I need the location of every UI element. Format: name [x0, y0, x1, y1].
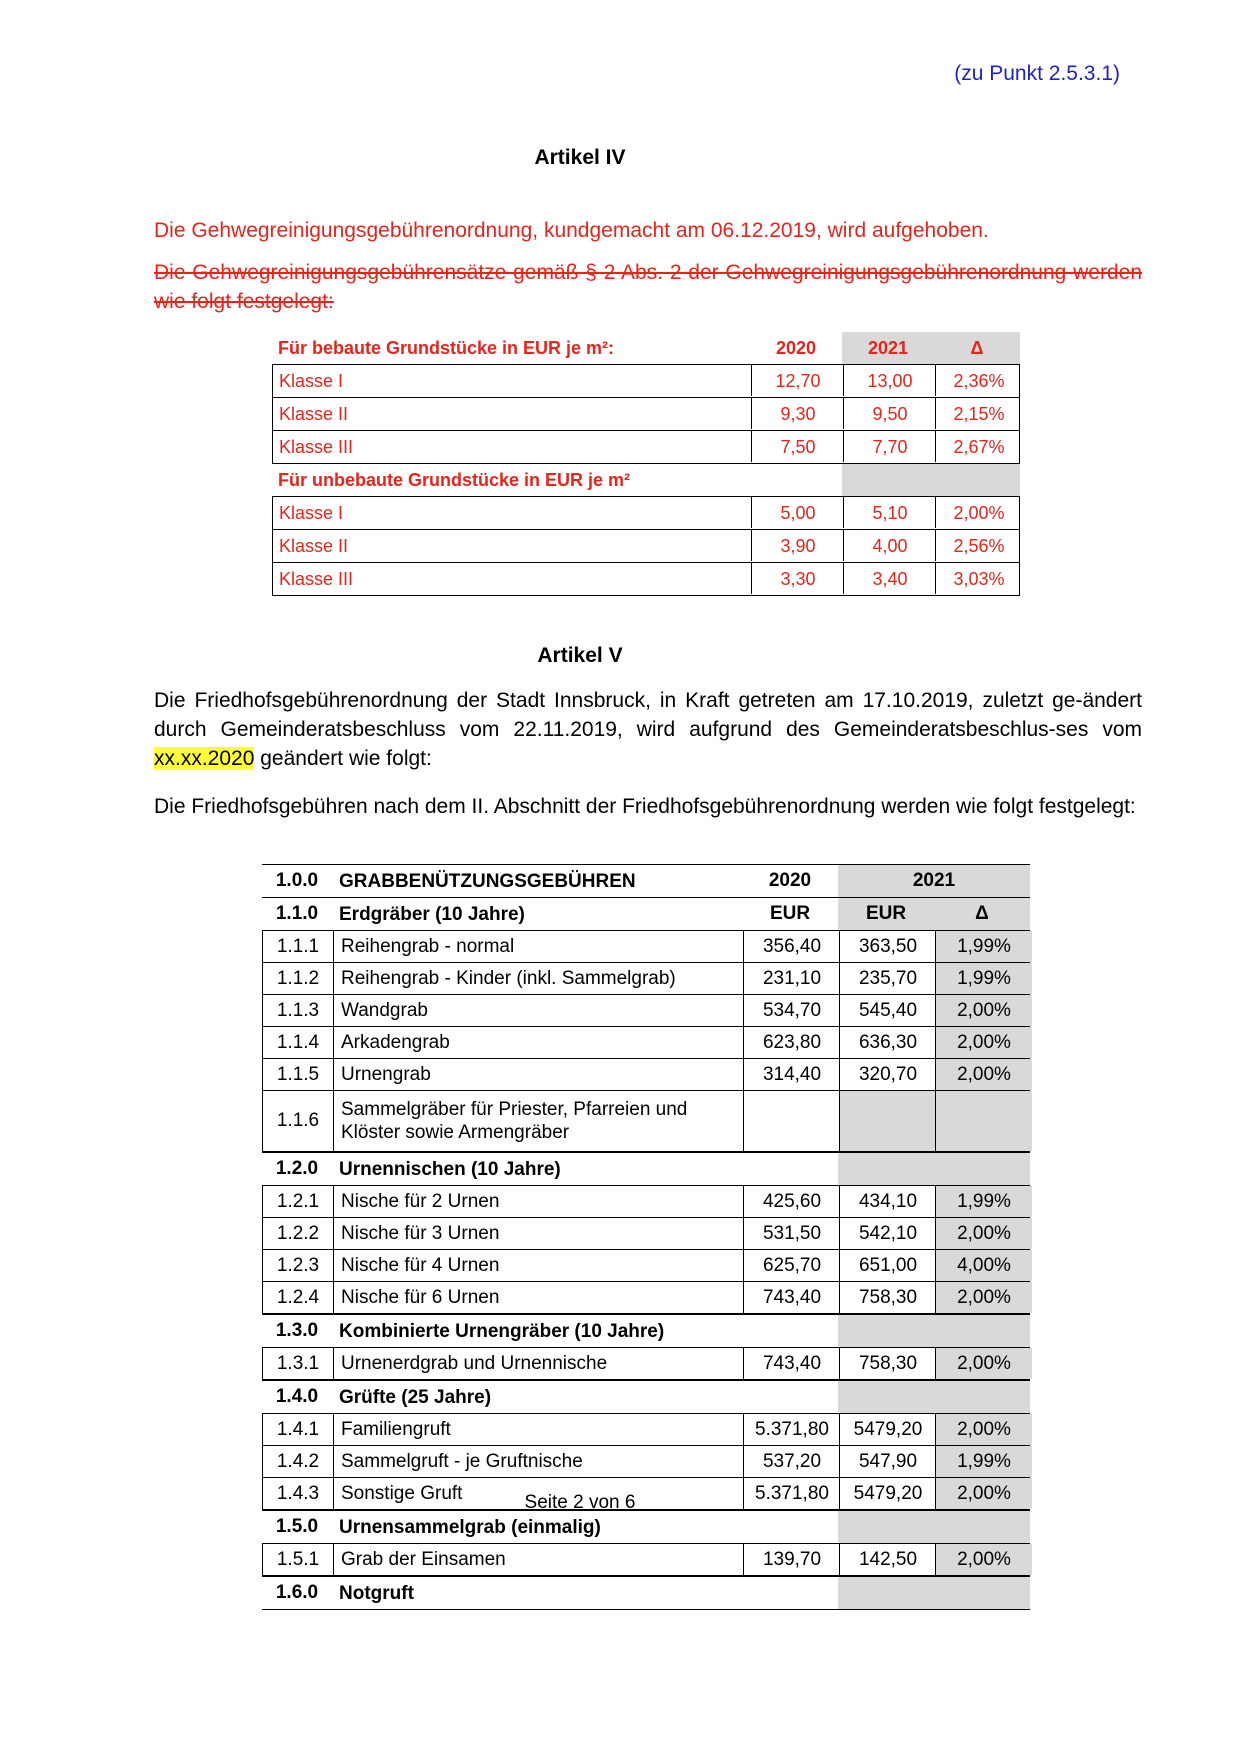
table-row [262, 963, 1030, 995]
value-2020 [743, 1091, 840, 1151]
value-2020: 231,10 [743, 963, 840, 994]
section-title: Erdgräber (10 Jahre) [339, 903, 525, 925]
table-row [262, 930, 1030, 963]
value-delta: 2,00% [935, 1478, 1032, 1509]
header-2021: 2021 [838, 865, 1030, 897]
value-2020: 625,70 [743, 1250, 840, 1281]
table-row [262, 1446, 1030, 1478]
value-2021: 142,50 [839, 1544, 936, 1575]
table-subheader [262, 897, 1030, 930]
value-2020: 531,50 [743, 1218, 840, 1249]
item-name: Sammelgräber für Priester, Pfarreien und Klöster sowie Armengräber [333, 1091, 723, 1151]
article-4-paragraph-2: Die Gehwegreinigungsgebührensätze gemäß § 2 Abs. 2 der Gehwegreinigungsgebührenordnung werden wie folgt festgelegt: [154, 261, 1142, 313]
article-4-title: Artikel IV [534, 146, 626, 169]
shade-cell [934, 1381, 1030, 1413]
value-2021: 13,00 [843, 365, 936, 396]
item-number: 1.1.1 [276, 935, 320, 957]
value-delta: 1,99% [935, 963, 1032, 994]
value-2020: 139,70 [743, 1544, 840, 1575]
table-header [262, 864, 1030, 897]
item-name: Familiengruft [333, 1414, 723, 1445]
section-header [262, 1576, 1030, 1610]
item-number: 1.4.3 [276, 1482, 320, 1504]
section-number: 1.3.0 [275, 1320, 319, 1341]
value-delta: 2,15% [935, 398, 1022, 429]
value-2021: 5479,20 [839, 1414, 936, 1445]
value-2020: 425,60 [743, 1186, 840, 1217]
value-2020: 534,70 [743, 995, 840, 1026]
item-name: Nische für 6 Urnen [333, 1282, 723, 1313]
table-row [262, 1218, 1030, 1250]
value-2021: 320,70 [839, 1059, 936, 1090]
value-2021: 758,30 [839, 1282, 936, 1313]
section-title: Grüfte (25 Jahre) [339, 1386, 492, 1408]
value-2021: 235,70 [839, 963, 936, 994]
table-row [262, 1347, 1030, 1380]
shade-cell [934, 1315, 1030, 1347]
table-row [272, 496, 1020, 530]
value-2020: 5.371,80 [743, 1478, 840, 1509]
row-label: Klasse III [279, 437, 354, 457]
value-2020: 12,70 [751, 365, 844, 396]
section-title: Notgruft [339, 1582, 414, 1604]
value-2020: 5.371,80 [743, 1414, 840, 1445]
table-row [262, 1543, 1030, 1576]
value-delta: 3,03% [935, 563, 1022, 594]
header-label: Für bebaute Grundstücke in EUR je m²: [278, 338, 615, 358]
value-2020: 9,30 [751, 398, 844, 429]
value-2020: 3,30 [751, 563, 844, 594]
section-number: 1.0.0 [275, 870, 319, 891]
value-delta: 2,56% [935, 530, 1022, 561]
value-delta: 2,36% [935, 365, 1022, 396]
value-2020: 743,40 [743, 1348, 840, 1379]
section-title: Kombinierte Urnengräber (10 Jahre) [339, 1320, 665, 1342]
gehweg-fee-table [272, 332, 1020, 596]
item-number: 1.1.6 [276, 1110, 320, 1131]
item-number: 1.3.1 [276, 1352, 320, 1374]
header-eur-2021: EUR [838, 898, 934, 930]
item-number: 1.1.5 [276, 1063, 320, 1085]
value-2021: 5479,20 [839, 1478, 936, 1509]
value-delta: 1,99% [935, 1446, 1032, 1477]
value-2021: 7,70 [843, 431, 936, 462]
value-delta: 2,00% [935, 995, 1032, 1026]
table-row [262, 995, 1030, 1027]
item-name: Urnenerdgrab und Urnennische [333, 1348, 723, 1379]
value-2020: 5,00 [751, 497, 844, 528]
table-row [272, 530, 1020, 563]
table-header-built [272, 332, 1020, 364]
section-title: GRABBENÜTZUNGSGEBÜHREN [339, 870, 636, 892]
table-row [272, 364, 1020, 398]
value-2021: 3,40 [843, 563, 936, 594]
value-delta: 2,00% [935, 1544, 1032, 1575]
value-delta: 2,00% [935, 1027, 1032, 1058]
value-delta [935, 1091, 1032, 1151]
section-number: 1.1.0 [275, 903, 319, 924]
header-delta: Δ [934, 898, 1030, 930]
section-header [262, 1314, 1030, 1347]
shade-cell [934, 1153, 1030, 1185]
value-2021 [839, 1091, 936, 1151]
item-number: 1.4.2 [276, 1450, 320, 1472]
value-2020: 743,40 [743, 1282, 840, 1313]
table-row [272, 563, 1020, 596]
section-rows [262, 930, 1030, 1152]
shade-cell [934, 1577, 1030, 1609]
value-delta: 2,00% [935, 1414, 1032, 1445]
item-number: 1.1.3 [276, 999, 320, 1021]
value-delta: 2,00% [935, 497, 1022, 528]
item-number: 1.5.1 [276, 1548, 320, 1570]
shade-cell [838, 1153, 934, 1185]
article-5-paragraph-1 [154, 686, 1142, 773]
value-2021: 545,40 [839, 995, 936, 1026]
shade-cell [838, 1315, 934, 1347]
section-header [262, 1380, 1030, 1413]
item-number: 1.2.2 [276, 1222, 320, 1244]
value-delta: 2,67% [935, 431, 1022, 462]
item-name: Urnengrab [333, 1059, 723, 1090]
paragraph-text: geändert wie folgt: [254, 747, 432, 770]
header-shade [934, 464, 1020, 496]
item-name: Arkadengrab [333, 1027, 723, 1058]
highlighted-date: xx.xx.2020 [154, 747, 255, 770]
row-label: Klasse III [279, 569, 354, 589]
shade-cell [934, 1511, 1030, 1543]
row-label: Klasse I [279, 371, 344, 391]
section-title: Urnennischen (10 Jahre) [339, 1158, 561, 1180]
value-2020: 7,50 [751, 431, 844, 462]
table-row [262, 1282, 1030, 1314]
value-2021: 542,10 [839, 1218, 936, 1249]
row-label: Klasse II [279, 536, 349, 556]
section-title: Urnensammelgrab (einmalig) [339, 1516, 601, 1538]
section-rows [262, 1347, 1030, 1380]
value-2021: 363,50 [839, 931, 936, 962]
table-row [272, 398, 1020, 431]
item-number: 1.2.4 [276, 1286, 320, 1308]
paragraph-text: Die Friedhofsgebührenordnung der Stadt Innsbruck, in Kraft getreten am 17.10.2019, zuletzt ge-ändert durch Gemeinderatsbeschluss vom 22.11.2019, wird aufgrund des Gemeinderatsbeschlus-ses vom [154, 689, 1142, 741]
table-row [262, 1185, 1030, 1218]
header-2020: 2020 [775, 338, 817, 358]
value-2021: 434,10 [839, 1186, 936, 1217]
value-delta: 1,99% [935, 1186, 1032, 1217]
value-2020: 537,20 [743, 1446, 840, 1477]
header-eur-2020: EUR [769, 903, 811, 924]
page-footer: Seite 2 von 6 [524, 1492, 636, 1513]
item-number: 1.2.3 [276, 1254, 320, 1276]
table-header-unbuilt [272, 464, 1020, 496]
section-rows [262, 1185, 1030, 1314]
value-2021: 651,00 [839, 1250, 936, 1281]
section-number: 1.4.0 [275, 1386, 319, 1407]
item-number: 1.2.1 [276, 1190, 320, 1212]
value-2020: 314,40 [743, 1059, 840, 1090]
shade-cell [838, 1511, 934, 1543]
value-2020: 3,90 [751, 530, 844, 561]
item-name: Nische für 4 Urnen [333, 1250, 723, 1281]
item-number: 1.4.1 [276, 1418, 320, 1440]
table-row [262, 1059, 1030, 1091]
item-name: Reihengrab - Kinder (inkl. Sammelgrab) [333, 963, 723, 994]
table-row [262, 1250, 1030, 1282]
article-5-title: Artikel V [537, 644, 623, 667]
row-label: Klasse I [279, 503, 344, 523]
header-delta: Δ [934, 332, 1020, 364]
item-number: 1.1.4 [276, 1031, 320, 1053]
shade-cell [838, 1381, 934, 1413]
value-2021: 5,10 [843, 497, 936, 528]
value-delta: 2,00% [935, 1059, 1032, 1090]
header-label: Für unbebaute Grundstücke in EUR je m² [278, 470, 631, 490]
row-label: Klasse II [279, 404, 349, 424]
article-4-paragraph-1: Die Gehwegreinigungsgebührenordnung, kundgemacht am 06.12.2019, wird aufgehoben. [154, 219, 989, 242]
item-name: Sammelgruft - je Gruftnische [333, 1446, 723, 1477]
section-number: 1.6.0 [275, 1582, 319, 1603]
item-number: 1.1.2 [276, 967, 320, 989]
section-rows [262, 1543, 1030, 1576]
shade-cell [838, 1577, 934, 1609]
header-shade [842, 464, 934, 496]
value-2021: 547,90 [839, 1446, 936, 1477]
item-name: Sonstige Gruft [333, 1478, 723, 1509]
table-row [262, 1091, 1030, 1152]
value-2020: 623,80 [743, 1027, 840, 1058]
item-name: Nische für 2 Urnen [333, 1186, 723, 1217]
value-delta: 2,00% [935, 1348, 1032, 1379]
table-row [272, 431, 1020, 464]
section-header [262, 1510, 1030, 1543]
value-2021: 636,30 [839, 1027, 936, 1058]
reference-note: (zu Punkt 2.5.3.1) [954, 62, 1120, 85]
value-delta: 4,00% [935, 1250, 1032, 1281]
value-2021: 9,50 [843, 398, 936, 429]
table-row [262, 1413, 1030, 1446]
value-2021: 758,30 [839, 1348, 936, 1379]
value-2020: 356,40 [743, 931, 840, 962]
value-delta: 2,00% [935, 1218, 1032, 1249]
item-name: Grab der Einsamen [333, 1544, 723, 1575]
section-number: 1.5.0 [275, 1516, 319, 1537]
header-2020: 2020 [768, 870, 812, 891]
table-row [262, 1027, 1030, 1059]
header-2021: 2021 [842, 332, 934, 364]
section-header [262, 1152, 1030, 1185]
item-name: Wandgrab [333, 995, 723, 1026]
article-5-paragraph-2: Die Friedhofsgebühren nach dem II. Abschnitt der Friedhofsgebührenordnung werden wie folgt festgelegt: [154, 795, 1136, 818]
item-name: Reihengrab - normal [333, 931, 723, 962]
section-number: 1.2.0 [275, 1158, 319, 1179]
value-delta: 2,00% [935, 1282, 1032, 1313]
value-2021: 4,00 [843, 530, 936, 561]
item-name: Nische für 3 Urnen [333, 1218, 723, 1249]
value-delta: 1,99% [935, 931, 1032, 962]
